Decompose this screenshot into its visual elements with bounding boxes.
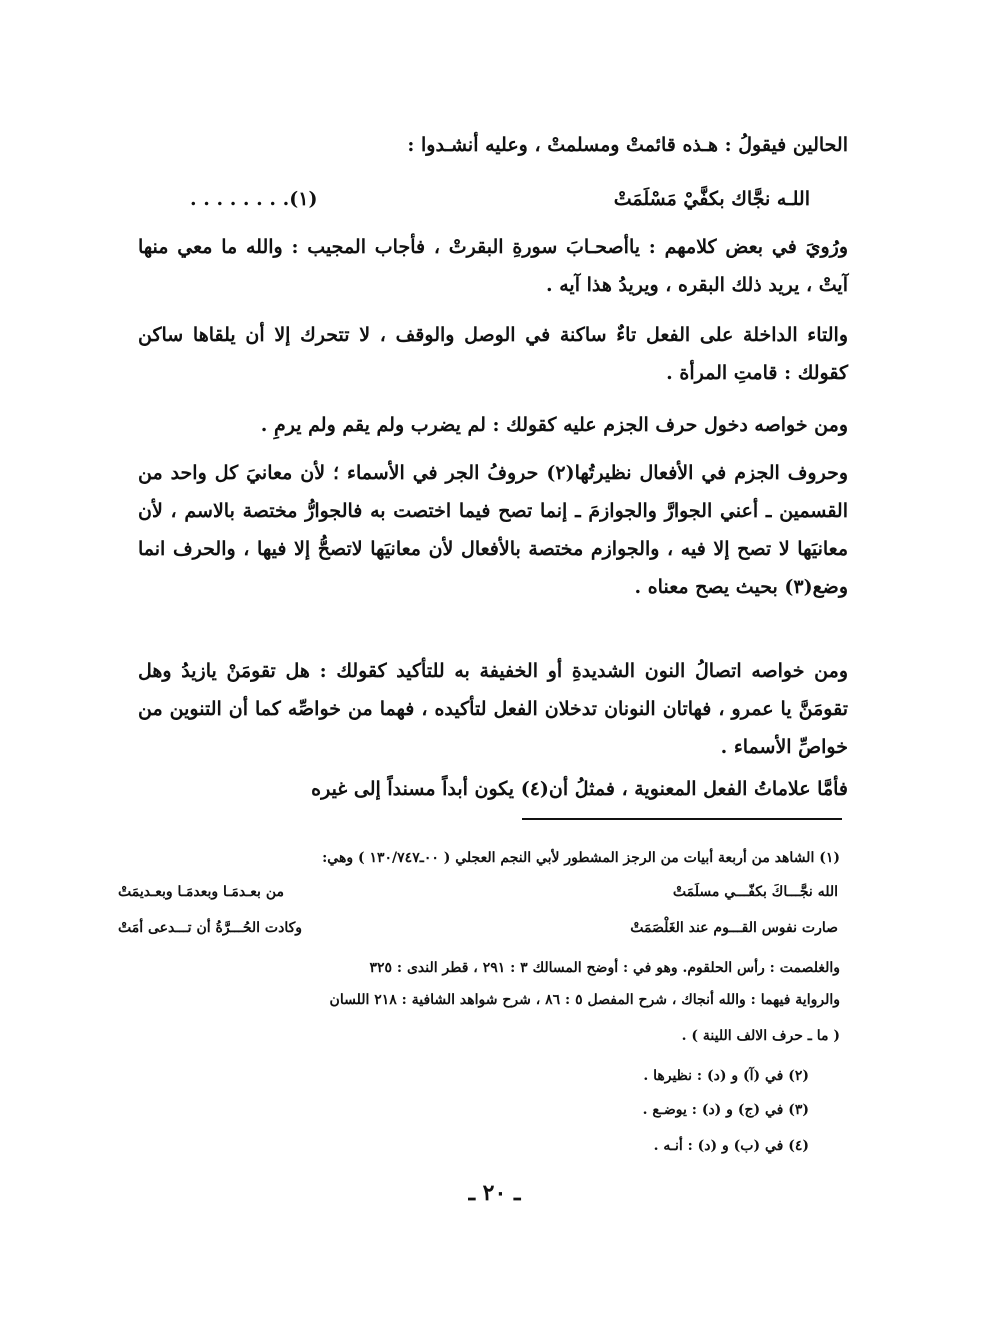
poem-hemistich: من بعـدمَـا وبعدمَـا وبعـديمَتْ (118, 884, 284, 900)
footnote-1-note-2: والرواية فيهما : والله أنجاك ، شرح المفصل ٥ : ٨٦ ، شرح شواهد الشافية : ٢١٨ اللسان (329, 992, 840, 1008)
verse-text: اللـه نجَّاك بكفَّيْ مَسْلَمَتْ (613, 188, 810, 210)
footnote-separator (522, 818, 842, 820)
footnote-poem-line-1 (118, 882, 838, 902)
footnote-1-intro: (١) الشاهد من أربعة أبيات من الرجز المشطور لأبي النجم العجلي ( ٠٠ـ١٣٠/٧٤٧ ) وهي: (322, 850, 840, 866)
footnote-1-note-1: والغلصمت : رأس الحلقوم. وهو في : أوضح المسالك ٣ : ٢٩١ ، قطر الندى : ٣٢٥ (369, 960, 840, 976)
paragraph-3: والتاء الداخلة على الفعل تاءٌ ساكنة في الوصل والوقف ، لا تتحرك إلا أن يلقاها ساكن كقولك : قامتِ المرأة . (138, 324, 848, 384)
footnote-4: (٤) في (ب) و (د) : أنـه . (653, 1138, 809, 1154)
footnote-3: (٣) في (ج) و (د) : يوضـع . (642, 1102, 809, 1118)
paragraph-6: ومن خواصه اتصالُ النون الشديدةِ أو الخفيفة به للتأكيد كقولك : هل تقومَنْ يازيدُ وهل تقومَنَّ يا عمرو ، فهاتان النونان تدخلان الفعل لتأكيده ، فهما من خواصِّه كما أن التنوين من خواصِّ الأسماء . (138, 660, 848, 758)
poem-hemistich: صارت نفوس القـــوم عند الغَلْصَمَتْ (630, 920, 838, 936)
paragraph-5: وحروف الجزم في الأفعال نظيرتُها(٢) حروفُ الجر في الأسماء ؛ لأن معانيَ كل واحد من القسمين ـ أعني الجوارَّ والجوازمَ ـ إنما تصح فيما اختصت به فالجوارُّ مختصة بالاسم ، لأن معانيَها لا تصح إلا فيه ، والجوازم مختصة بالأفعال لأن معانيَها لاتصحُّ إلا فيها ، والحرف انما وضع(٣) بحيث يصح معناه . (138, 462, 849, 598)
footnote-1-note-3: ( ما ـ حرف الالف اللينة ) . (681, 1028, 840, 1044)
poem-hemistich: وكادت الحُـــرَّةُ أن تـــدعى أمَتْ (118, 920, 303, 936)
footnote-poem-line-2 (118, 918, 838, 938)
paragraph-1: الحالين فيقولُ : هـذه قائمتْ ومسلمتْ ، وعليه أنشـدوا : (407, 134, 848, 156)
poem-hemistich: الله نجَّـــاكَ بكفّـــي مسلَمَتْ (672, 884, 838, 900)
verse-dots: . . . . . . . .(١) (190, 188, 318, 210)
verse-line (190, 180, 810, 218)
paragraph-2: ورُويَ في بعض كلامهم : ياأصحـابَ سورةِ البقرتْ ، فأجاب المجيب : والله ما معي منها آيتْ ، يريد ذلك البقره ، ويريدُ هذا آيه . (138, 236, 848, 296)
footnote-2: (٢) في (آ) و (د) : نظيرها . (643, 1068, 809, 1084)
page-number: ـ ٢٠ ـ (468, 1180, 521, 1206)
paragraph-7: فأمَّا علاماتُ الفعل المعنوية ، فمثلُ أن(٤) يكون أبداً مسنداً إلى غيره (311, 778, 848, 800)
paragraph-4: ومن خواصه دخول حرف الجزم عليه كقولك : لم يضرب ولم يقم ولم يرمِ . (260, 414, 848, 436)
